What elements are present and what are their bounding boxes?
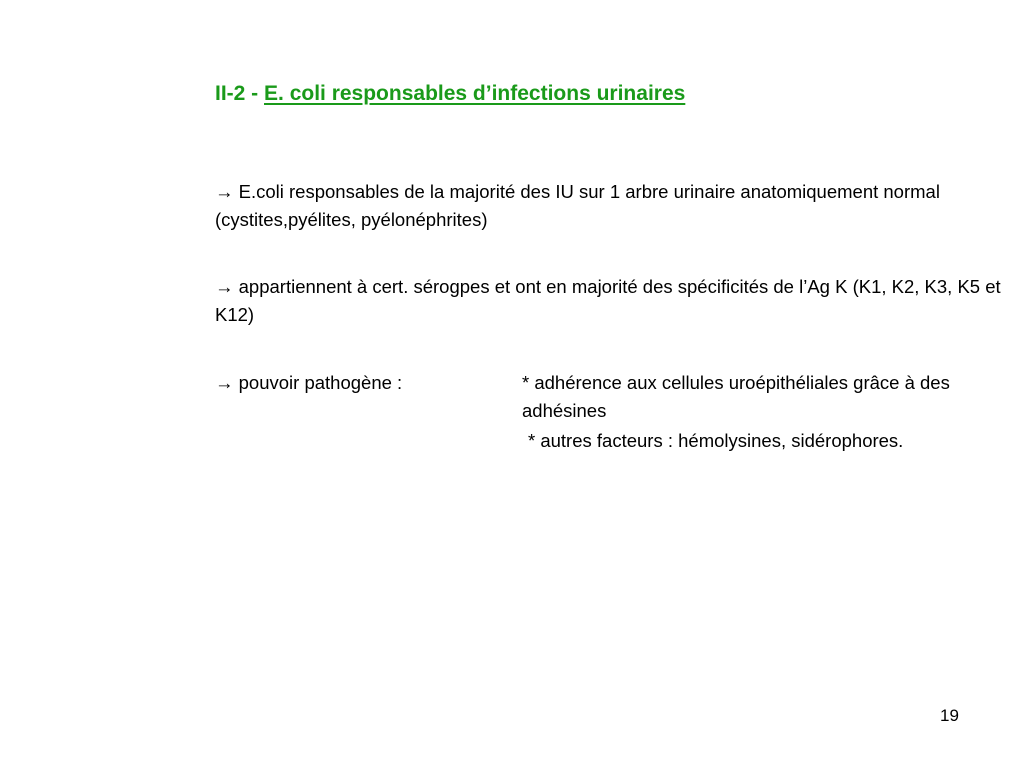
paragraph-ecoli-majority: → E.coli responsables de la majorité des IU sur 1 arbre urinaire anatomiquement normal (cystites,pyélites, pyélonéphrites): [215, 181, 940, 230]
paragraph-serogroups: → appartiennent à cert. sérogpes et ont en majorité des spécificités de l’Ag K (K1, K2, K3, K5 et K12): [215, 276, 1001, 325]
pathogenic-item-other-factors: * autres facteurs : hémolysines, sidérophores.: [528, 430, 904, 451]
pathogenic-item-adhesion: * adhérence aux cellules uroépithéliales grâce à des adhésines: [522, 372, 950, 421]
page-number: 19: [940, 706, 959, 725]
title-prefix: II-2 -: [215, 82, 265, 105]
pathogenic-power-label: → pouvoir pathogène :: [215, 372, 403, 393]
title-main: E. coli responsables d’infections urinaires: [264, 82, 686, 105]
slide-title: [215, 82, 685, 106]
